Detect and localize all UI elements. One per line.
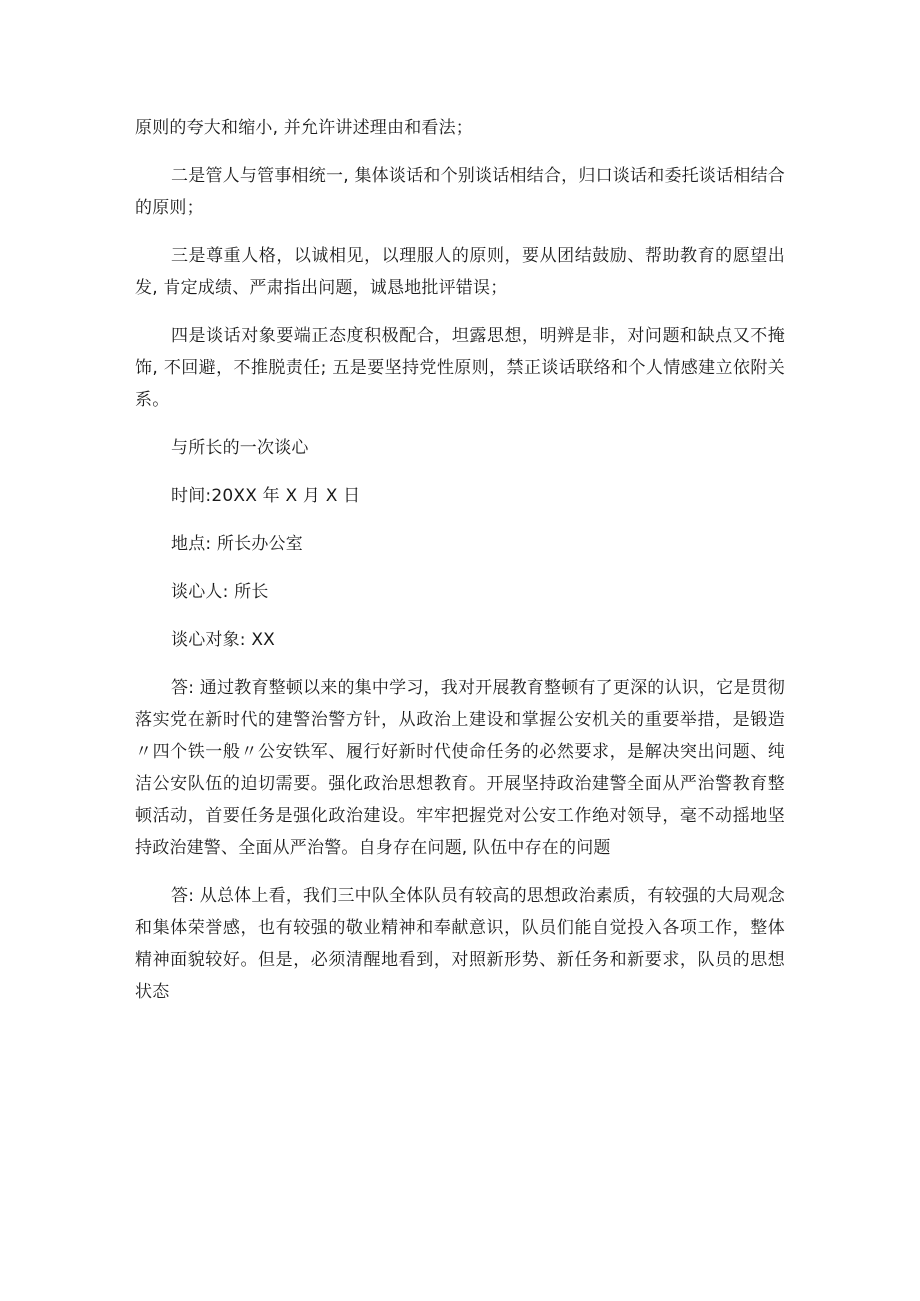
- document-body: [135, 112, 785, 1024]
- meeting-location: 地点: 所长办公室: [171, 534, 303, 554]
- meeting-speaker: 谈心人: 所长: [171, 582, 269, 602]
- paragraph-principle-3: 三是尊重人格，以诚相见，以理服人的原则，要从团结鼓励、帮助教育的愿望出发, 肯定成绩、严肃指出问题，诚恳地批评错误；: [135, 246, 785, 298]
- answer-paragraph-2: 答: 从总体上看，我们三中队全体队员有较高的思想政治素质，有较强的大局观念和集体荣誉感，也有较强的敬业精神和奉献意识，队员们能自觉投入各项工作，整体精神面貌较好。但是，必须清醒地看到，对照新形势、新任务和新要求，队员的思想状态: [135, 886, 785, 1002]
- section-title: 与所长的一次谈心: [171, 438, 309, 458]
- meeting-subject: 谈心对象: XX: [171, 630, 276, 650]
- paragraph-principle-2: 二是管人与管事相统一, 集体谈话和个别谈话相结合，归口谈话和委托谈话相结合的原则；: [135, 166, 785, 218]
- paragraph-principle-4-5: 四是谈话对象要端正态度积极配合，坦露思想，明辨是非，对问题和缺点又不掩饰, 不回避，不推脱责任; 五是要坚持党性原则，禁正谈话联络和个人情感建立依附关系。: [135, 326, 785, 410]
- answer-paragraph-1: 答: 通过教育整顿以来的集中学习，我对开展教育整顿有了更深的认识，它是贯彻落实党在新时代的建警治警方针，从政治上建设和掌握公安机关的重要举措，是锻造〃四个铁一般〃公安铁军、履行好新时代使命任务的必然要求，是解决突出问题、纯洁公安队伍的迫切需要。强化政治思想教育。开展坚持政治建警全面从严治警教育整顿活动，首要任务是强化政治建设。牢牢把握党对公安工作绝对领导，毫不动摇地坚持政治建警、全面从严治警。自身存在问题, 队伍中存在的问题: [135, 678, 785, 858]
- meeting-time: 时间:20XX 年 X 月 X 日: [171, 486, 361, 506]
- paragraph-principle-continued: 原则的夸大和缩小, 并允许讲述理由和看法；: [135, 118, 474, 138]
